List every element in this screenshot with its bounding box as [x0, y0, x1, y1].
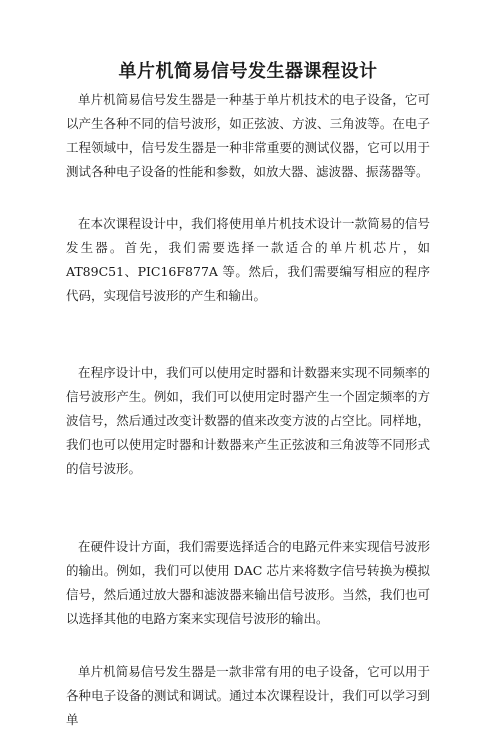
- paragraph-mcu-selection: 在本次课程设计中，我们将使用单片机技术设计一款简易的信号发生器。首先，我们需要选择一款适合的单片机芯片，如 AT89C51、PIC16F877A 等。然后，我们需要编写相应的程序代码，实现信号波形的产生和输出。: [66, 216, 430, 303]
- paragraph-program-design: 在程序设计中，我们可以使用定时器和计数器来实现不同频率的信号波形产生。例如，我们可以使用定时器产生一个固定频率的方波信号，然后通过改变计数器的值来改变方波的占空比。同样地，我们也可以使用定时器和计数器来产生正弦波和三角波等不同形式的信号波形。: [66, 365, 430, 476]
- document-title: 单片机简易信号发生器课程设计: [118, 61, 378, 82]
- paragraph-conclusion: 单片机简易信号发生器是一款非常有用的电子设备，它可以用于各种电子设备的测试和调试。通过本次课程设计，我们可以学习到单: [66, 664, 430, 727]
- paragraph-intro: 单片机简易信号发生器是一种基于单片机技术的电子设备，它可以产生各种不同的信号波形，如正弦波、方波、三角波等。在电子工程领域中，信号发生器是一种非常重要的测试仪器，它可以用于测试各种电子设备的性能和参数，如放大器、滤波器、振荡器等。: [66, 92, 430, 179]
- paragraph-hardware-design: 在硬件设计方面，我们需要选择适合的电路元件来实现信号波形的输出。例如，我们可以使用 DAC 芯片来将数字信号转换为模拟信号，然后通过放大器和滤波器来输出信号波形。当然，我们也可以选择其他的电路方案来实现信号波形的输出。: [66, 539, 430, 626]
